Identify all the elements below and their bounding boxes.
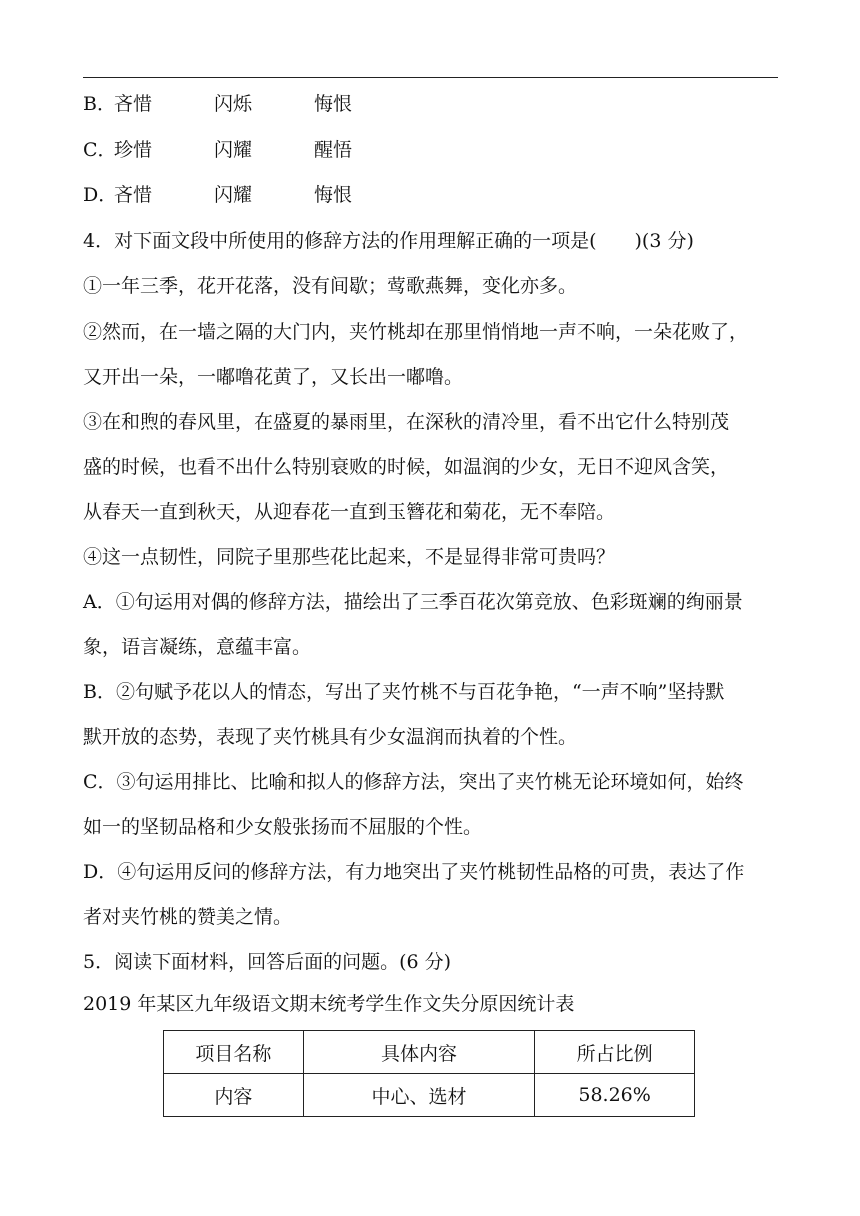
option-word-3: 悔恨: [314, 93, 353, 115]
option-word-2: 闪耀: [214, 184, 253, 206]
choice-line: B．②句赋予花以人的情态，写出了夹竹桃不与百花争艳，“一声不响”坚持默: [83, 681, 725, 703]
table-cell: 中心、选材: [303, 1074, 535, 1117]
column-header: 所占比例: [535, 1031, 695, 1074]
column-header: 具体内容: [303, 1031, 535, 1074]
top-divider: [83, 77, 778, 78]
table-header-row: [164, 1031, 695, 1074]
table-cell: 内容: [164, 1074, 304, 1117]
table-row: [164, 1074, 695, 1117]
table-cell: 58.26%: [535, 1074, 695, 1117]
option-word-1: 吝惜: [114, 93, 153, 115]
option-word-1: 珍惜: [114, 139, 153, 161]
choice-line: 象，语言凝练，意蕴丰富。: [83, 636, 312, 658]
statistics-table: [163, 1030, 695, 1117]
option-letter: C．: [83, 139, 117, 161]
passage-line: 盛的时候，也看不出什么特别衰败的时候，如温润的少女，无日不迎风含笑，: [83, 456, 730, 478]
question-5-stem: 5．阅读下面材料，回答后面的问题。(6 分): [83, 951, 452, 973]
passage-line: 又开出一朵，一嘟噜花黄了，又长出一嘟噜。: [83, 366, 464, 388]
choice-line: A．①句运用对偶的修辞方法，描绘出了三季百花次第竞放、色彩斑斓的绚丽景: [83, 591, 743, 613]
column-header: 项目名称: [164, 1031, 304, 1074]
passage-line: ①一年三季，花开花落，没有间歇；莺歌燕舞，变化亦多。: [83, 275, 578, 297]
choice-line: 者对夹竹桃的赞美之情。: [83, 906, 293, 928]
table-title: 2019 年某区九年级语文期末统考学生作文失分原因统计表: [83, 993, 575, 1015]
choice-line: 如一的坚韧品格和少女般张扬而不屈服的个性。: [83, 816, 483, 838]
option-word-2: 闪耀: [214, 139, 253, 161]
option-letter: B．: [83, 93, 116, 115]
choice-line: D．④句运用反问的修辞方法，有力地突出了夹竹桃韧性品格的可贵，表达了作: [83, 861, 745, 883]
passage-line: 从春天一直到秋天，从迎春花一直到玉簪花和菊花，无不奉陪。: [83, 501, 616, 523]
passage-line: ②然而，在一墙之隔的大门内，夹竹桃却在那里悄悄地一声不响，一朵花败了，: [83, 321, 749, 343]
option-word-3: 悔恨: [314, 184, 353, 206]
option-word-2: 闪烁: [214, 93, 253, 115]
passage-line: ④这一点韧性，同院子里那些花比起来，不是显得非常可贵吗？: [83, 546, 616, 568]
option-word-3: 醒悟: [314, 139, 353, 161]
choice-line: 默开放的态势，表现了夹竹桃具有少女温润而执着的个性。: [83, 726, 578, 748]
choice-line: C．③句运用排比、比喻和拟人的修辞方法，突出了夹竹桃无论环境如何，始终: [83, 771, 744, 793]
option-letter: D．: [83, 184, 118, 206]
question-4-stem: 4．对下面文段中所使用的修辞方法的作用理解正确的一项是( )(3 分): [83, 230, 694, 252]
option-word-1: 吝惜: [114, 184, 153, 206]
passage-line: ③在和煦的春风里，在盛夏的暴雨里，在深秋的清冷里，看不出它什么特别茂: [83, 411, 730, 433]
